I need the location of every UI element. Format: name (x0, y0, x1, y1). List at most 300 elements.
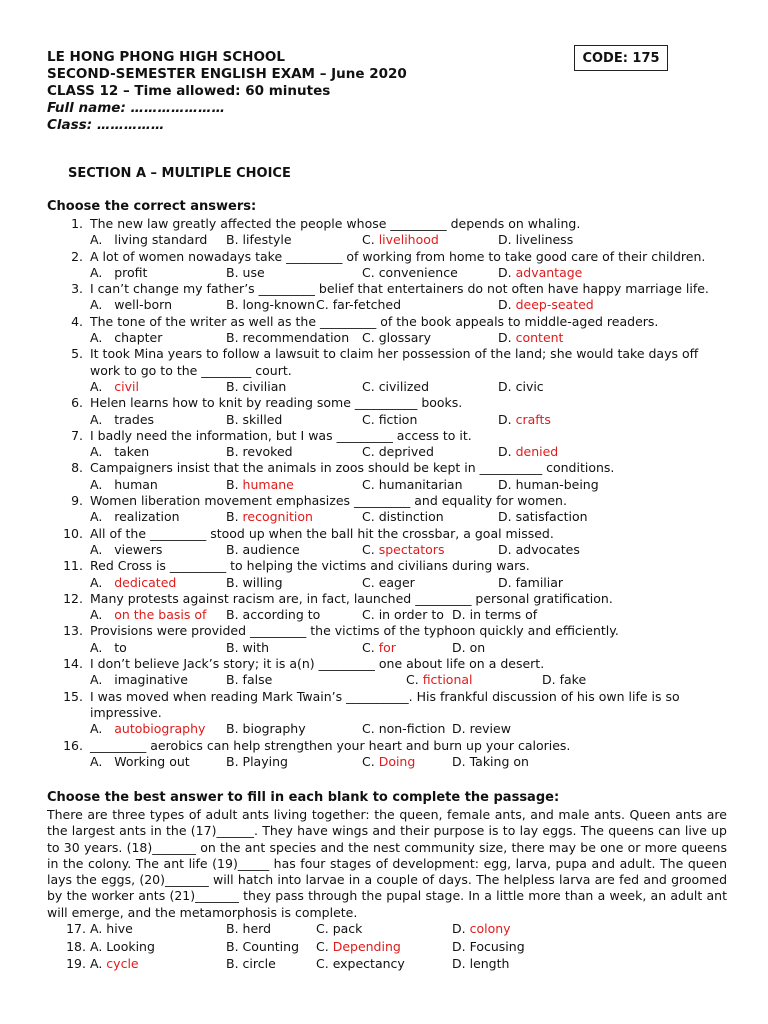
option-letter: D. (498, 330, 512, 346)
question-item (47, 738, 727, 771)
option-letter: B. (226, 232, 239, 248)
option-letter: C. (362, 378, 375, 394)
option-text: civilized (378, 378, 430, 394)
option-text: false (242, 672, 273, 688)
options-row (90, 542, 727, 558)
option-d[interactable] (498, 575, 634, 591)
option-letter: D. (542, 672, 556, 688)
option-letter: D. (452, 721, 466, 737)
question-stem: All of the _________ stood up when the ball hit the crossbar, a goal missed. (90, 525, 554, 541)
option-text: biography (242, 721, 306, 737)
option-b[interactable] (226, 297, 316, 313)
option-d[interactable] (498, 477, 634, 493)
option-a[interactable] (90, 672, 226, 688)
option-d[interactable] (452, 754, 588, 770)
option-b[interactable] (226, 754, 362, 770)
option-a[interactable] (90, 477, 226, 493)
option-text: distinction (378, 509, 444, 525)
correct-answer-text: crafts (515, 411, 551, 427)
option-b[interactable] (226, 379, 362, 395)
question-stem: I can’t change my father’s _________ belief that entertainers do not often have happy marriage life. (90, 281, 709, 297)
option-text: in terms of (469, 607, 538, 623)
options-row (90, 379, 727, 395)
correct-answer-text: on the basis of (114, 607, 207, 623)
option-text: to (114, 639, 127, 655)
passage-text: There are three types of adult ants living together: the queen, female ants, and male ants. Queen ants are the largest ants in the (17)______. They have wings and their purpose is to lay eggs. The queens can live up to 30 years. (18)_______ on the ant species and the nest community size, there may be one or more queens in the colony. The ant life (19)_____ has four stages of development: egg, larva, pupa and adult. The queen lays the eggs, (20)_______ will hatch into larvae in a couple of days. The helpless larva are fed and groomed by the worker ants (21)_______ they pass through the pupal stage. In a little more than a week, an adult ant will emerge, and the metamorphosis is complete. (47, 807, 727, 920)
option-d[interactable] (452, 938, 588, 956)
option-letter: A. (90, 509, 103, 525)
option-letter: A. (90, 639, 103, 655)
option-letter: D. (452, 921, 466, 936)
question-number: 19. (66, 956, 86, 971)
option-d[interactable] (498, 444, 634, 460)
option-text: chapter (114, 330, 163, 346)
option-b[interactable] (226, 607, 362, 623)
option-letter: C. (316, 938, 329, 954)
option-text: familiar (515, 574, 564, 590)
option-a[interactable] (90, 920, 226, 938)
option-d[interactable] (452, 955, 588, 973)
question-item (47, 558, 727, 591)
question-number: 18. (66, 938, 86, 954)
option-b[interactable] (226, 542, 362, 558)
option-text: far-fetched (332, 297, 402, 313)
passage-question-item (47, 955, 727, 973)
option-letter: B. (226, 444, 239, 460)
question-stem: It took Mina years to follow a lawsuit to claim her possession of the land; she would take days off work to go to the ________ court. (90, 346, 699, 378)
option-d[interactable] (542, 672, 678, 688)
question-number: 10. (63, 525, 83, 541)
options-row (90, 232, 727, 248)
option-text: satisfaction (515, 509, 588, 525)
correct-answer-text: recognition (242, 509, 313, 525)
options-row (90, 754, 727, 770)
passage-question-list (47, 920, 727, 973)
option-b[interactable] (226, 330, 362, 346)
option-c[interactable] (362, 721, 452, 737)
question-stem: Red Cross is _________ to helping the victims and civilians during wars. (90, 558, 530, 574)
option-letter: C. (362, 444, 375, 460)
option-letter: A. (90, 297, 103, 313)
option-letter: B. (226, 378, 239, 394)
option-letter: A. (90, 378, 103, 394)
option-letter: D. (498, 411, 512, 427)
option-text: humanitarian (378, 476, 463, 492)
option-letter: A. (90, 938, 103, 954)
options-row (90, 265, 727, 281)
option-letter: A. (90, 541, 103, 557)
option-b[interactable] (226, 938, 316, 956)
option-text: living standard (114, 232, 208, 248)
option-letter: C. (362, 639, 375, 655)
option-b[interactable] (226, 721, 362, 737)
correct-answer-text: civil (114, 378, 139, 394)
option-text: according to (242, 607, 321, 623)
option-letter: D. (452, 639, 466, 655)
option-letter: D. (498, 264, 512, 280)
option-c[interactable] (362, 754, 452, 770)
option-letter: C. (362, 411, 375, 427)
correct-answer-text: denied (515, 444, 559, 460)
option-letter: C. (362, 330, 375, 346)
option-c[interactable] (316, 920, 452, 938)
option-text: fake (559, 672, 587, 688)
question-number: 17. (66, 921, 86, 936)
option-letter: A. (90, 411, 103, 427)
option-letter: B. (226, 938, 239, 954)
option-text: use (242, 264, 265, 280)
option-d[interactable] (498, 330, 634, 346)
option-a[interactable] (90, 379, 226, 395)
question-item (47, 689, 727, 738)
question-number: 11. (63, 558, 83, 574)
option-text: Looking (106, 938, 155, 954)
option-d[interactable] (498, 379, 634, 395)
question-item (47, 249, 727, 282)
passage-question-item (47, 938, 727, 956)
option-letter: B. (226, 672, 239, 688)
question-number: 8. (71, 460, 83, 476)
question-number: 13. (63, 623, 83, 639)
option-b[interactable] (226, 672, 406, 688)
option-text: audience (242, 541, 300, 557)
option-a[interactable] (90, 444, 226, 460)
option-letter: D. (452, 938, 466, 954)
option-letter: A. (90, 232, 103, 248)
instruction-passage: Choose the best answer to fill in each blank to complete the passage: (47, 790, 560, 805)
question-item (47, 656, 727, 689)
option-c[interactable] (362, 330, 498, 346)
option-c[interactable] (362, 232, 498, 248)
option-d[interactable] (498, 412, 634, 428)
option-text: long-known (242, 297, 315, 313)
option-letter: A. (90, 574, 103, 590)
option-text: hive (106, 921, 133, 936)
option-text: civic (515, 378, 544, 394)
option-letter: B. (226, 330, 239, 346)
option-letter: C. (362, 476, 375, 492)
question-number: 14. (63, 656, 83, 672)
option-letter: B. (226, 753, 239, 769)
correct-answer-text: cycle (106, 956, 139, 971)
option-a[interactable] (90, 412, 226, 428)
option-a[interactable] (90, 955, 226, 973)
option-letter: D. (498, 232, 512, 248)
correct-answer-text: advantage (515, 264, 583, 280)
option-text: skilled (242, 411, 283, 427)
question-number: 16. (63, 737, 83, 753)
options-row (90, 297, 727, 313)
option-letter: A. (90, 264, 103, 280)
option-text: revoked (242, 444, 293, 460)
option-letter: B. (226, 639, 239, 655)
school-name: LE HONG PHONG HIGH SCHOOL (47, 49, 286, 65)
question-number: 9. (71, 493, 83, 509)
option-d[interactable] (498, 232, 634, 248)
option-text: circle (242, 956, 276, 971)
option-a[interactable] (90, 509, 226, 525)
option-text: taken (114, 444, 150, 460)
options-row (90, 412, 727, 428)
option-text: willing (242, 574, 283, 590)
full-name-field: Full name: ………………… (47, 100, 226, 116)
option-text: with (242, 639, 270, 655)
option-a[interactable] (90, 297, 226, 313)
question-number: 5. (71, 346, 83, 362)
option-letter: B. (226, 509, 239, 525)
option-text: expectancy (332, 956, 405, 971)
option-letter: D. (452, 607, 466, 623)
option-a[interactable] (90, 542, 226, 558)
option-letter: A. (90, 330, 103, 346)
question-number: 7. (71, 427, 83, 443)
option-letter: B. (226, 297, 239, 313)
option-text: Working out (114, 753, 190, 769)
option-letter: C. (362, 264, 375, 280)
option-c[interactable] (362, 444, 498, 460)
option-a[interactable] (90, 640, 226, 656)
class-field: Class: …………… (47, 117, 165, 133)
question-number: 4. (71, 313, 83, 329)
option-letter: B. (226, 721, 239, 737)
correct-answer-text: dedicated (114, 574, 177, 590)
option-letter: A. (90, 921, 103, 936)
options-row (90, 444, 727, 460)
option-letter: A. (90, 753, 103, 769)
option-text: recommendation (242, 330, 350, 346)
question-item (47, 216, 727, 249)
option-letter: C. (316, 297, 329, 313)
option-b[interactable] (226, 412, 362, 428)
option-c[interactable] (362, 509, 498, 525)
option-letter: D. (498, 574, 512, 590)
option-b[interactable] (226, 265, 362, 281)
question-number: 15. (63, 688, 83, 704)
question-list (47, 216, 727, 770)
section-title: SECTION A – MULTIPLE CHOICE (68, 166, 291, 181)
option-letter: D. (452, 753, 466, 769)
option-letter: C. (316, 921, 329, 936)
option-letter: D. (498, 476, 512, 492)
option-b[interactable] (226, 640, 362, 656)
question-item (47, 314, 727, 347)
question-item (47, 346, 727, 395)
option-letter: D. (498, 444, 512, 460)
option-text: advocates (515, 541, 580, 557)
option-d[interactable] (452, 607, 588, 623)
option-c[interactable] (362, 542, 498, 558)
option-b[interactable] (226, 477, 362, 493)
option-letter: D. (452, 956, 466, 971)
option-letter: B. (226, 921, 239, 936)
option-text: non-fiction (378, 721, 446, 737)
option-letter: B. (226, 956, 239, 971)
question-item (47, 526, 727, 559)
option-b[interactable] (226, 444, 362, 460)
question-item (47, 623, 727, 656)
option-d[interactable] (498, 297, 634, 313)
option-c[interactable] (362, 477, 498, 493)
option-letter: B. (226, 476, 239, 492)
option-d[interactable] (498, 542, 634, 558)
option-text: pack (332, 921, 363, 936)
option-letter: C. (362, 509, 375, 525)
options-row (90, 477, 727, 493)
option-text: Counting (242, 938, 299, 954)
option-letter: D. (498, 541, 512, 557)
option-text: profit (114, 264, 148, 280)
options-row (90, 509, 727, 525)
correct-answer-text: Depending (332, 938, 401, 954)
option-a[interactable] (90, 607, 226, 623)
correct-answer-text: autobiography (114, 721, 206, 737)
option-letter: C. (316, 956, 329, 971)
option-b[interactable] (226, 509, 362, 525)
correct-answer-text: humane (242, 476, 294, 492)
question-item (47, 591, 727, 624)
option-letter: B. (226, 411, 239, 427)
option-text: liveliness (515, 232, 574, 248)
option-a[interactable] (90, 265, 226, 281)
option-text: realization (114, 509, 180, 525)
question-item (47, 493, 727, 526)
correct-answer-text: Doing (378, 753, 416, 769)
question-item (47, 428, 727, 461)
option-d[interactable] (452, 920, 588, 938)
option-letter: C. (362, 574, 375, 590)
option-a[interactable] (90, 721, 226, 737)
question-number: 3. (71, 281, 83, 297)
option-letter: C. (406, 672, 419, 688)
exam-code-box: CODE: 175 (574, 45, 668, 71)
option-c[interactable] (362, 607, 452, 623)
options-row (90, 672, 727, 688)
option-text: deprived (378, 444, 434, 460)
option-a[interactable] (90, 575, 226, 591)
option-letter: C. (362, 541, 375, 557)
option-text: human-being (515, 476, 599, 492)
option-text: on (469, 639, 486, 655)
option-text: fiction (378, 411, 418, 427)
option-text: Taking on (469, 753, 529, 769)
option-text: imaginative (114, 672, 188, 688)
option-text: convenience (378, 264, 458, 280)
option-c[interactable] (316, 297, 498, 313)
option-letter: B. (226, 264, 239, 280)
class-time: CLASS 12 – Time allowed: 60 minutes (47, 83, 331, 99)
options-row (90, 607, 727, 623)
question-stem: A lot of women nowadays take _________ of working from home to take good care of their children. (90, 248, 706, 264)
option-letter: C. (362, 232, 375, 248)
question-stem: Many protests against racism are, in fact, launched _________ personal gratification. (90, 590, 613, 606)
question-stem: The new law greatly affected the people whose _________ depends on whaling. (90, 216, 581, 231)
question-number: 6. (71, 395, 83, 411)
option-d[interactable] (498, 265, 634, 281)
option-b[interactable] (226, 232, 362, 248)
option-d[interactable] (498, 509, 634, 525)
option-a[interactable] (90, 938, 226, 956)
correct-answer-text: content (515, 330, 564, 346)
question-stem: I badly need the information, but I was _________ access to it. (90, 427, 472, 443)
option-text: trades (114, 411, 155, 427)
option-letter: C. (362, 721, 375, 737)
option-c[interactable] (406, 672, 542, 688)
option-c[interactable] (362, 265, 498, 281)
option-text: Playing (242, 753, 288, 769)
option-c[interactable] (362, 575, 498, 591)
option-letter: B. (226, 574, 239, 590)
option-text: lifestyle (242, 232, 292, 248)
question-stem: Women liberation movement emphasizes _________ and equality for women. (90, 493, 567, 509)
question-stem: Provisions were provided _________ the victims of the typhoon quickly and efficiently. (90, 623, 619, 639)
question-stem: _________ aerobics can help strengthen your heart and burn up your calories. (90, 737, 571, 753)
option-letter: A. (90, 672, 103, 688)
passage-question-item (47, 920, 727, 938)
question-stem: I was moved when reading Mark Twain’s __________. His frankful discussion of his own life is so impressive. (90, 688, 680, 720)
correct-answer-text: deep-seated (515, 297, 594, 313)
question-number: 12. (63, 590, 83, 606)
question-item (47, 395, 727, 428)
instruction-multiple-choice: Choose the correct answers: (47, 199, 257, 214)
exam-header (47, 49, 407, 134)
option-text: eager (378, 574, 415, 590)
option-c[interactable] (362, 640, 452, 656)
option-c[interactable] (362, 379, 498, 395)
correct-answer-text: for (378, 639, 396, 655)
option-b[interactable] (226, 920, 316, 938)
option-text: glossary (378, 330, 431, 346)
option-letter: B. (226, 607, 239, 623)
option-letter: A. (90, 721, 103, 737)
option-text: herd (242, 921, 272, 936)
options-row (90, 640, 727, 656)
option-text: length (469, 956, 510, 971)
option-c[interactable] (362, 412, 498, 428)
option-d[interactable] (452, 721, 588, 737)
option-letter: A. (90, 607, 103, 623)
options-row (90, 721, 727, 737)
option-text: Focusing (469, 938, 525, 954)
option-letter: B. (226, 541, 239, 557)
correct-answer-text: colony (469, 921, 511, 936)
option-text: civilian (242, 378, 287, 394)
option-b[interactable] (226, 575, 362, 591)
option-text: viewers (114, 541, 163, 557)
option-d[interactable] (452, 640, 588, 656)
option-a[interactable] (90, 330, 226, 346)
option-c[interactable] (316, 938, 452, 956)
correct-answer-text: fictional (422, 672, 473, 688)
option-letter: A. (90, 956, 103, 971)
option-text: well-born (114, 297, 173, 313)
question-stem: Campaigners insist that the animals in zoos should be kept in __________ conditions. (90, 460, 615, 476)
option-letter: D. (498, 378, 512, 394)
option-letter: A. (90, 476, 103, 492)
options-row (90, 330, 727, 346)
option-a[interactable] (90, 232, 226, 248)
question-number: 1. (71, 216, 83, 231)
option-c[interactable] (316, 955, 452, 973)
option-letter: C. (362, 607, 375, 623)
option-b[interactable] (226, 955, 316, 973)
option-a[interactable] (90, 754, 226, 770)
option-letter: A. (90, 444, 103, 460)
question-item (47, 281, 727, 314)
correct-answer-text: livelihood (378, 232, 439, 248)
question-number: 2. (71, 248, 83, 264)
exam-title: SECOND-SEMESTER ENGLISH EXAM – June 2020 (47, 66, 407, 82)
question-item (47, 460, 727, 493)
